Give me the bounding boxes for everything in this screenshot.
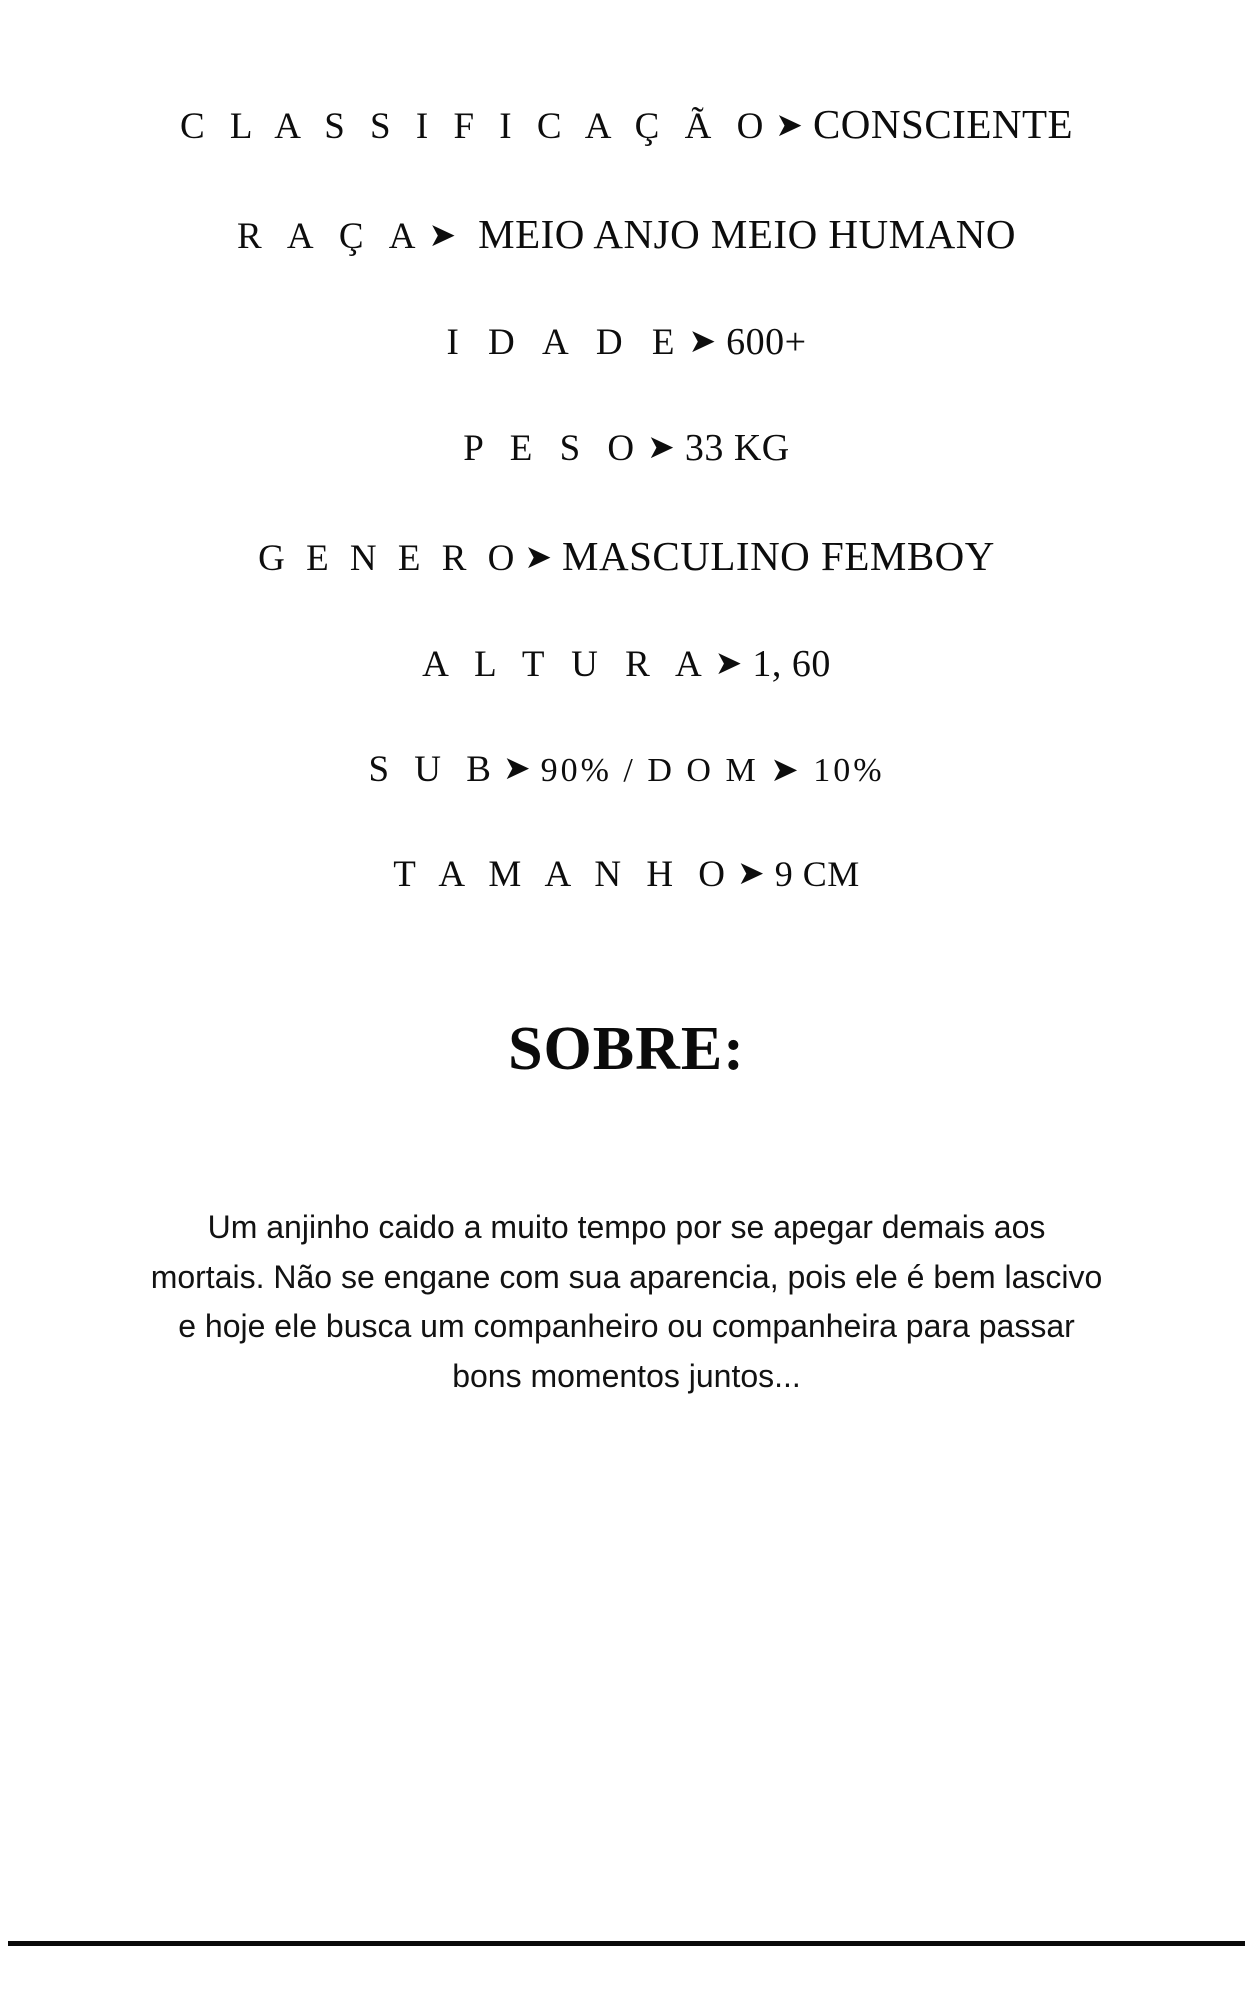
stat-row-genero	[0, 532, 1253, 580]
stat-row-idade	[0, 320, 1253, 364]
stat-label-peso: P E S O	[463, 428, 644, 469]
stat-value-altura: 1, 60	[752, 643, 831, 685]
stat-row-tamanho	[0, 853, 1253, 896]
stats-list	[0, 0, 1253, 896]
stat-value-tamanho: 9 CM	[774, 854, 860, 894]
stat-label-raca: R A Ç A	[237, 216, 425, 257]
stat-row-classificacao	[0, 100, 1253, 148]
stat-value-idade: 600+	[726, 321, 807, 363]
arrow-icon: ➤	[502, 751, 531, 787]
arrow-icon: ➤	[775, 108, 803, 144]
stat-value-classificacao: CONSCIENTE	[812, 101, 1074, 147]
arrow-icon: ➤	[737, 856, 765, 892]
stat-label-idade: I D A D E	[446, 322, 685, 363]
bottom-divider	[8, 1941, 1245, 1946]
arrow-icon: ➤	[647, 430, 675, 466]
stat-label-altura: A L T U R A	[422, 644, 711, 685]
stat-value-peso: 33 KG	[684, 427, 790, 469]
stat-row-raca	[0, 210, 1253, 258]
arrow-icon: ➤	[688, 324, 717, 360]
stat-label-tamanho: T A M A N H O	[393, 854, 734, 895]
stat-label-sub: S U B	[368, 749, 499, 790]
stat-value-genero: MASCULINO FEMBOY	[562, 533, 995, 579]
stat-row-altura	[0, 642, 1253, 686]
arrow-icon: ➤	[714, 646, 743, 682]
arrow-icon: ➤	[524, 540, 553, 576]
stat-value-raca: MEIO ANJO MEIO HUMANO	[478, 211, 1016, 257]
sobre-description: Um anjinho caido a muito tempo por se apegar demais aos mortais. Não se engane com sua aparencia, pois ele é bem lascivo e hoje ele busca um companheiro ou companheira para passar bons momentos juntos...	[150, 1209, 1103, 1394]
sobre-heading: SOBRE:	[508, 1015, 745, 1083]
arrow-icon: ➤	[428, 218, 457, 254]
stat-label-genero: G E N E R O	[258, 538, 521, 579]
stat-value-sub-dom: 90% / D O M ➤ 10%	[540, 752, 885, 789]
stat-row-sub-dom	[0, 748, 1253, 791]
stat-label-classificacao: C L A S S I F I C A Ç Ã O	[179, 106, 772, 147]
stat-row-peso	[0, 426, 1253, 470]
